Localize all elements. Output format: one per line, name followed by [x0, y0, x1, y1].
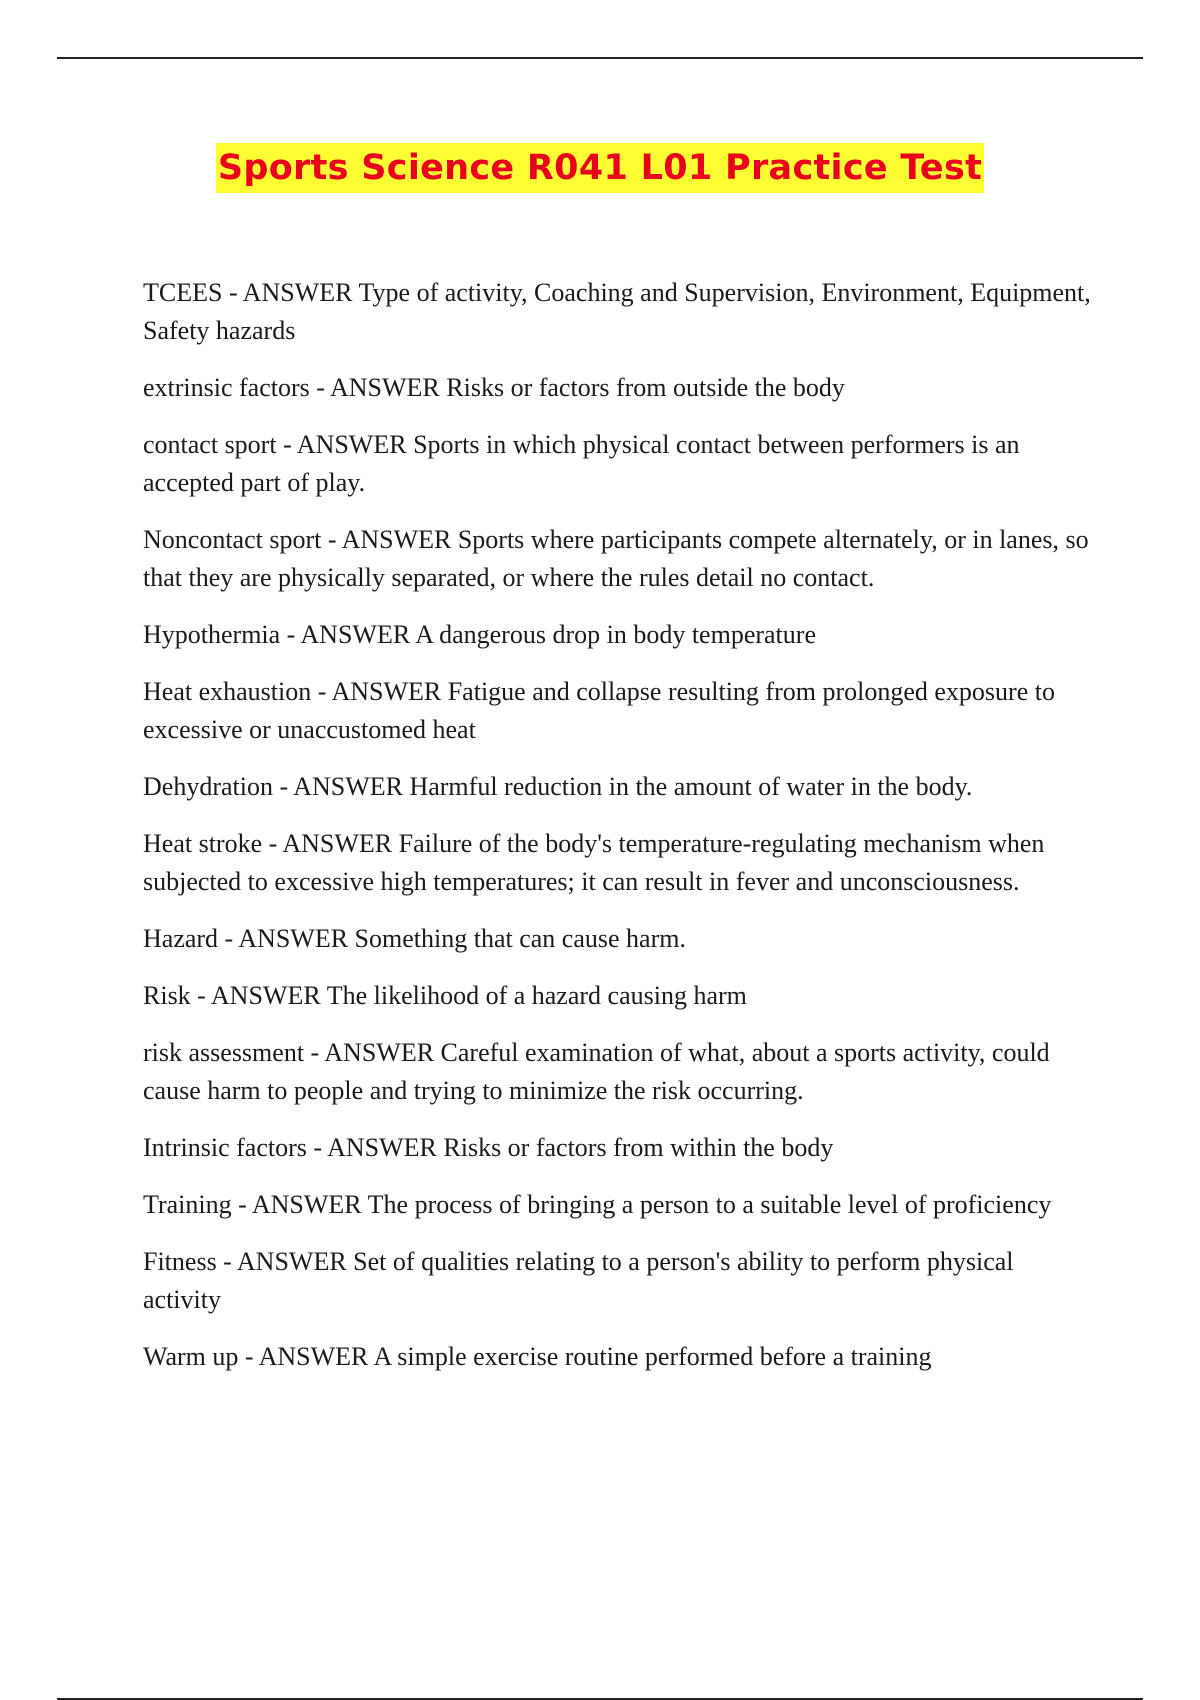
- document-title: Sports Science R041 L01 Practice Test: [216, 143, 984, 193]
- list-item: Hypothermia - ANSWER A dangerous drop in body temperature: [143, 620, 816, 649]
- title-container: [0, 143, 1200, 193]
- list-item: Intrinsic factors - ANSWER Risks or factors from within the body: [143, 1133, 834, 1162]
- top-divider: [57, 57, 1143, 59]
- list-item: extrinsic factors - ANSWER Risks or factors from outside the body: [143, 373, 845, 402]
- list-item: Heat exhaustion - ANSWER Fatigue and collapse resulting from prolonged exposure to excessive or unaccustomed heat: [143, 677, 1055, 744]
- flashcard-list: [143, 274, 1093, 1395]
- list-item: Training - ANSWER The process of bringing a person to a suitable level of proficiency: [143, 1190, 1052, 1219]
- list-item: Fitness - ANSWER Set of qualities relating to a person's ability to perform physical activity: [143, 1247, 1014, 1314]
- list-item: Hazard - ANSWER Something that can cause harm.: [143, 924, 686, 953]
- list-item: TCEES - ANSWER Type of activity, Coaching and Supervision, Environment, Equipment, Safety hazards: [143, 278, 1091, 345]
- list-item: Dehydration - ANSWER Harmful reduction in the amount of water in the body.: [143, 772, 973, 801]
- list-item: Noncontact sport - ANSWER Sports where participants compete alternately, or in lanes, so that they are physically separated, or where the rules detail no contact.: [143, 525, 1089, 592]
- list-item: Heat stroke - ANSWER Failure of the body's temperature-regulating mechanism when subjected to excessive high temperatures; it can result in fever and unconsciousness.: [143, 829, 1045, 896]
- list-item: Risk - ANSWER The likelihood of a hazard causing harm: [143, 981, 747, 1010]
- list-item: Warm up - ANSWER A simple exercise routine performed before a training: [143, 1342, 932, 1371]
- list-item: risk assessment - ANSWER Careful examination of what, about a sports activity, could cause harm to people and trying to minimize the risk occurring.: [143, 1038, 1050, 1105]
- list-item: contact sport - ANSWER Sports in which physical contact between performers is an accepted part of play.: [143, 430, 1020, 497]
